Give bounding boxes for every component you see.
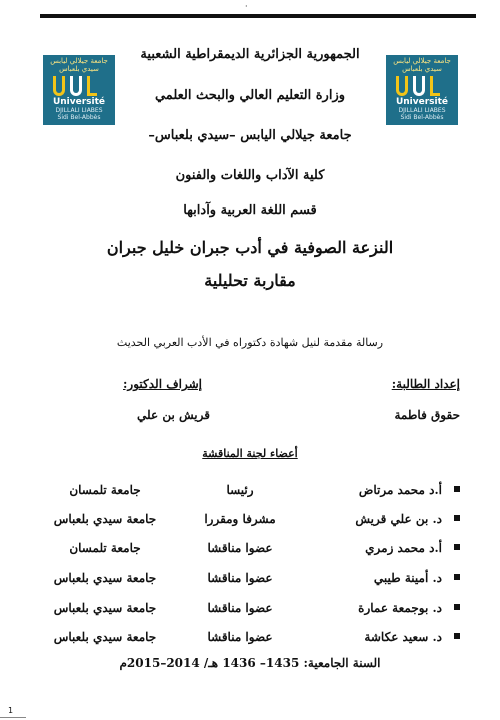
supervisor-label: إشراف الدكتور: [123, 377, 203, 391]
member-role: عضوا مناقشا [207, 630, 273, 644]
bullet-icon [454, 604, 460, 610]
committee-member [0, 601, 500, 621]
member-university: جامعة تلمسان [69, 541, 141, 555]
logo-university-text: Université [395, 97, 449, 107]
top-rule [40, 14, 476, 18]
ministry-line: وزارة التعليم العالي والبحث العلمي [154, 88, 346, 103]
member-name: د. سعيد عكاشة [364, 630, 442, 644]
logo-name-text: DJILLALI LIABES [398, 107, 446, 114]
top-dot: · [245, 2, 248, 11]
bullet-icon [454, 574, 460, 580]
member-role: عضوا مناقشا [207, 601, 273, 615]
member-university: جامعة سيدي بلعباس [53, 512, 157, 526]
student-name: حقوق فاطمة [394, 408, 460, 422]
logo-city-text: Sidi Bel-Abbès [57, 114, 101, 121]
thesis-title: النزعة الصوفية في أدب جبران خليل جبران [106, 238, 394, 257]
committee-member [0, 512, 500, 532]
member-university: جامعة سيدي بلعباس [53, 571, 157, 585]
logo-university-text: Université [52, 97, 106, 107]
committee-member [0, 483, 500, 503]
member-name: د. بوجمعة عمارة [358, 601, 442, 615]
faculty-line: كلية الآداب واللغات والفنون [175, 168, 325, 183]
republic-line: الجمهورية الجزائرية الديمقراطية الشعبية [140, 47, 360, 62]
thesis-description: رسالة مقدمة لنيل شهادة دكتوراه في الأدب العربي الحديث [116, 336, 384, 349]
member-name: أ.د محمد مرتاض [358, 483, 442, 497]
page-number: 1 [8, 706, 14, 715]
bullet-icon [454, 544, 460, 550]
bullet-icon [454, 515, 460, 521]
logo-city-text: Sidi Bel-Abbès [400, 114, 444, 121]
academic-year: السنة الجامعية: 1435– 1436 هـ/ 2014–2015م [119, 656, 381, 670]
logo-arabic-text: جامعة جيلالي ليابس سيدي بلعباس [393, 57, 451, 73]
member-role: عضوا مناقشا [207, 571, 273, 585]
member-role: رئيسا [226, 483, 254, 497]
bullet-icon [454, 633, 460, 639]
member-role: مشرفا ومقررا [204, 512, 276, 526]
thesis-subtitle: مقاربة تحليلية [204, 271, 296, 290]
member-role: عضوا مناقشا [207, 541, 273, 555]
member-name: د. بن علي قريش [355, 512, 442, 526]
committee-heading: أعضاء لجنة المناقشة [202, 447, 298, 460]
member-university: جامعة تلمسان [69, 483, 141, 497]
department-line: قسم اللغة العربية وآدابها [183, 203, 317, 218]
logo-name-text: DJILLALI LIABES [55, 107, 103, 114]
member-name: د. أمينة طيبي [373, 571, 442, 585]
student-label: إعداد الطالبة: [391, 377, 460, 391]
member-university: جامعة سيدي بلعباس [53, 630, 157, 644]
committee-member [0, 541, 500, 561]
page-footer-rule [0, 717, 26, 718]
bullet-icon [454, 486, 460, 492]
supervisor-name: قريش بن علي [137, 408, 210, 422]
logo-arabic-text: جامعة جيلالي ليابس سيدي بلعباس [50, 57, 108, 73]
committee-member [0, 571, 500, 591]
member-university: جامعة سيدي بلعباس [53, 601, 157, 615]
committee-member [0, 630, 500, 650]
member-name: أ.د محمد زمري [365, 541, 442, 555]
university-line: جامعة جيلالي اليابس –سيدي بلعباس– [148, 128, 352, 143]
